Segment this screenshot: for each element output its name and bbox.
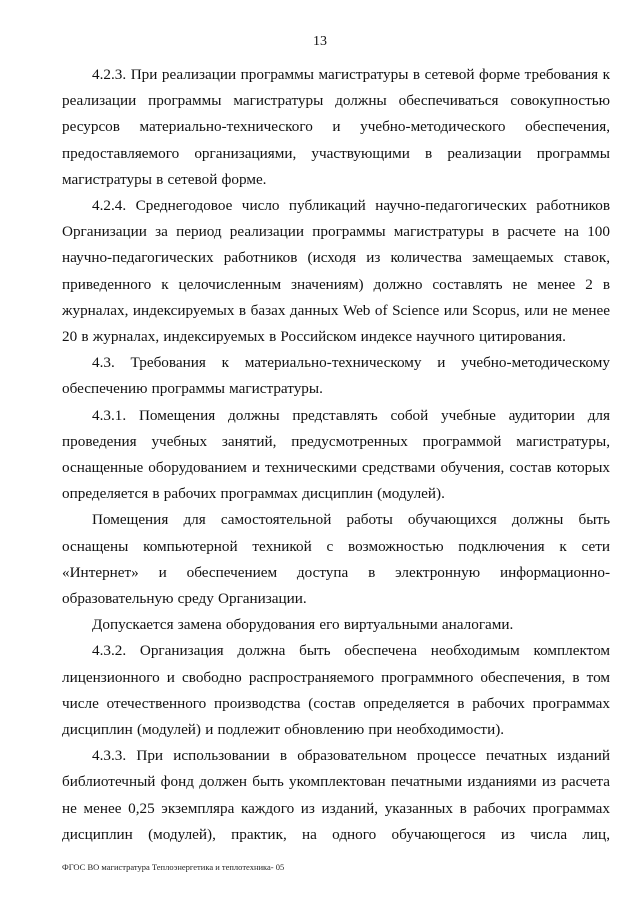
page-footer: ФГОС ВО магистратура Теплоэнергетика и теплотехника- 05	[62, 862, 285, 872]
paragraph-4-2-4: 4.2.4. Среднегодовое число публикаций научно-педагогических работников Организации за период реализации программы магистратуры в расчете на 100 научно-педагогических работников (исходя из количества замещаемых ставок, приведенного к целочисленным значениям) должно составлять не менее 2 в журналах, индексируемых в базах данных Web of Science или Scopus, или не менее 20 в журналах, индексируемых в Российском индексе научного цитирования.	[62, 197, 610, 346]
paragraph-virtual-analogs: Допускается замена оборудования его виртуальными аналогами.	[92, 616, 514, 634]
page-number: 13	[313, 34, 327, 49]
paragraph-4-2-3: 4.2.3. При реализации программы магистратуры в сетевой форме требования к реализации программы магистратуры должны обеспечиваться совокупностью ресурсов материально-технического и учебно-методического обеспечения, предоставляемого организациями, участвующими в реализации программы магистратуры в сетевой форме.	[62, 66, 610, 188]
document-body	[62, 62, 610, 848]
paragraph-4-3-3: 4.3.3. При использовании в образовательном процессе печатных изданий библиотечный фонд должен быть укомплектован печатными изданиями из расчета не менее 0,25 экземпляра каждого из изданий, указанных в рабочих программах дисциплин (модулей), практик, на одного обучающегося из числа лиц,	[62, 747, 610, 843]
paragraph-4-3: 4.3. Требования к материально-техническому и учебно-методическому обеспечению программы магистратуры.	[62, 354, 610, 398]
paragraph-self-study-rooms: Помещения для самостоятельной работы обучающихся должны быть оснащены компьютерной техникой с возможностью подключения к сети «Интернет» и обеспечением доступа в электронную информационно-образовательную среду Организации.	[62, 511, 610, 608]
paragraph-4-3-2: 4.3.2. Организация должна быть обеспечена необходимым комплектом лицензионного и свободно распространяемого программного обеспечения, в том числе отечественного производства (состав определяется в рабочих программах дисциплин (модулей) и подлежит обновлению при необходимости).	[62, 642, 610, 739]
paragraph-4-3-1: 4.3.1. Помещения должны представлять собой учебные аудитории для проведения учебных занятий, предусмотренных программой магистратуры, оснащенные оборудованием и техническими средствами обучения, состав которых определяется в рабочих программах дисциплин (модулей).	[62, 406, 610, 503]
